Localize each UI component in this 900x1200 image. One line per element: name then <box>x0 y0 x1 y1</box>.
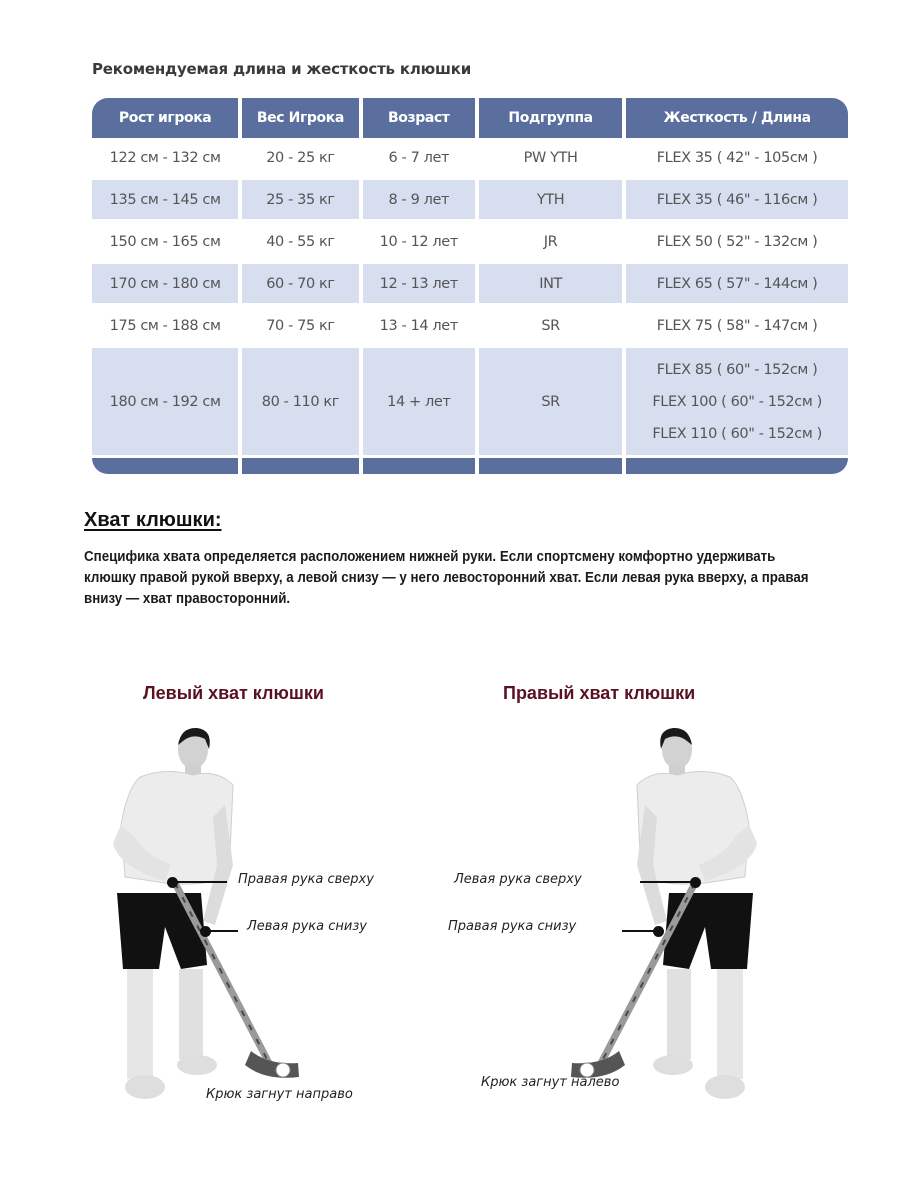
footer-cell <box>92 458 238 474</box>
right-blade-label: Крюк загнут налево <box>481 1075 620 1090</box>
cell-age: 13 - 14 лет <box>363 306 475 348</box>
footer-cell <box>242 458 358 474</box>
cell-age: 14 + лет <box>363 348 475 458</box>
cell-weight: 80 - 110 кг <box>242 348 358 458</box>
cell-weight: 20 - 25 кг <box>242 138 358 180</box>
cell-subgroup: YTH <box>479 180 622 222</box>
flex-option: FLEX 110 ( 60" - 152см ) <box>652 425 822 442</box>
table-row <box>92 306 848 348</box>
footer-cell <box>479 458 622 474</box>
cell-age: 12 - 13 лет <box>363 264 475 306</box>
cell-weight: 25 - 35 кг <box>242 180 358 222</box>
stick-size-table <box>92 98 848 474</box>
cell-age: 8 - 9 лет <box>363 180 475 222</box>
right-grip-title: Правый хват клюшки <box>503 683 696 703</box>
grip-heading: Хват клюшки: <box>84 509 222 531</box>
upper-hand-pointer <box>175 881 227 883</box>
table-row <box>92 222 848 264</box>
lower-hand-marker <box>653 926 664 937</box>
table-row <box>92 180 848 222</box>
table-row <box>92 138 848 180</box>
cell-height: 150 см - 165 см <box>92 222 238 264</box>
cell-subgroup: SR <box>479 348 622 458</box>
cell-weight: 70 - 75 кг <box>242 306 358 348</box>
header-flex-length: Жесткость / Длина <box>626 98 848 138</box>
upper-hand-pointer <box>640 881 690 883</box>
cell-age: 6 - 7 лет <box>363 138 475 180</box>
cell-weight: 40 - 55 кг <box>242 222 358 264</box>
header-player-height: Рост игрока <box>92 98 238 138</box>
cell-flex: FLEX 50 ( 52" - 132см ) <box>626 222 848 264</box>
left-upper-hand-label: Правая рука сверху <box>238 872 374 887</box>
cell-height: 135 см - 145 см <box>92 180 238 222</box>
cell-subgroup: SR <box>479 306 622 348</box>
table-row <box>92 264 848 306</box>
grip-description: Специфика хвата определяется расположением нижней руки. Если спортсмену комфортно удерживать клюшку правой рукой вверху, а левой снизу — у него левосторонний хват. Если левая рука вверху, а правая внизу — хват правосторонний. <box>84 549 809 607</box>
cell-flex: FLEX 35 ( 42" - 105см ) <box>626 138 848 180</box>
footer-cell <box>363 458 475 474</box>
cell-subgroup: JR <box>479 222 622 264</box>
left-grip-title: Левый хват клюшки <box>143 683 324 703</box>
right-upper-hand-label: Левая рука сверху <box>454 872 582 887</box>
cell-flex: FLEX 65 ( 57" - 144см ) <box>626 264 848 306</box>
upper-hand-marker <box>690 877 701 888</box>
cell-weight: 60 - 70 кг <box>242 264 358 306</box>
flex-option: FLEX 100 ( 60" - 152см ) <box>652 393 822 410</box>
cell-height: 180 см - 192 см <box>92 348 238 458</box>
table-header-row <box>92 98 848 138</box>
footer-cell <box>626 458 848 474</box>
table-footer-row <box>92 458 848 474</box>
cell-height: 122 см - 132 см <box>92 138 238 180</box>
header-player-weight: Вес Игрока <box>242 98 358 138</box>
lower-hand-pointer <box>622 930 656 932</box>
cell-subgroup: INT <box>479 264 622 306</box>
header-subgroup: Подгруппа <box>479 98 622 138</box>
cell-age: 10 - 12 лет <box>363 222 475 264</box>
cell-height: 170 см - 180 см <box>92 264 238 306</box>
right-lower-hand-label: Правая рука снизу <box>448 919 577 934</box>
cell-flex: FLEX 35 ( 46" - 116см ) <box>626 180 848 222</box>
cell-subgroup: PW YTH <box>479 138 622 180</box>
left-blade-label: Крюк загнут направо <box>206 1087 353 1102</box>
table-row <box>92 348 848 458</box>
header-age: Возраст <box>363 98 475 138</box>
cell-flex-multi <box>626 348 848 458</box>
lower-hand-pointer <box>208 930 238 932</box>
cell-flex: FLEX 75 ( 58" - 147см ) <box>626 306 848 348</box>
flex-option: FLEX 85 ( 60" - 152см ) <box>656 361 818 378</box>
left-lower-hand-label: Левая рука снизу <box>247 919 367 934</box>
table-title: Рекомендуемая длина и жесткость клюшки <box>92 60 472 78</box>
cell-height: 175 см - 188 см <box>92 306 238 348</box>
